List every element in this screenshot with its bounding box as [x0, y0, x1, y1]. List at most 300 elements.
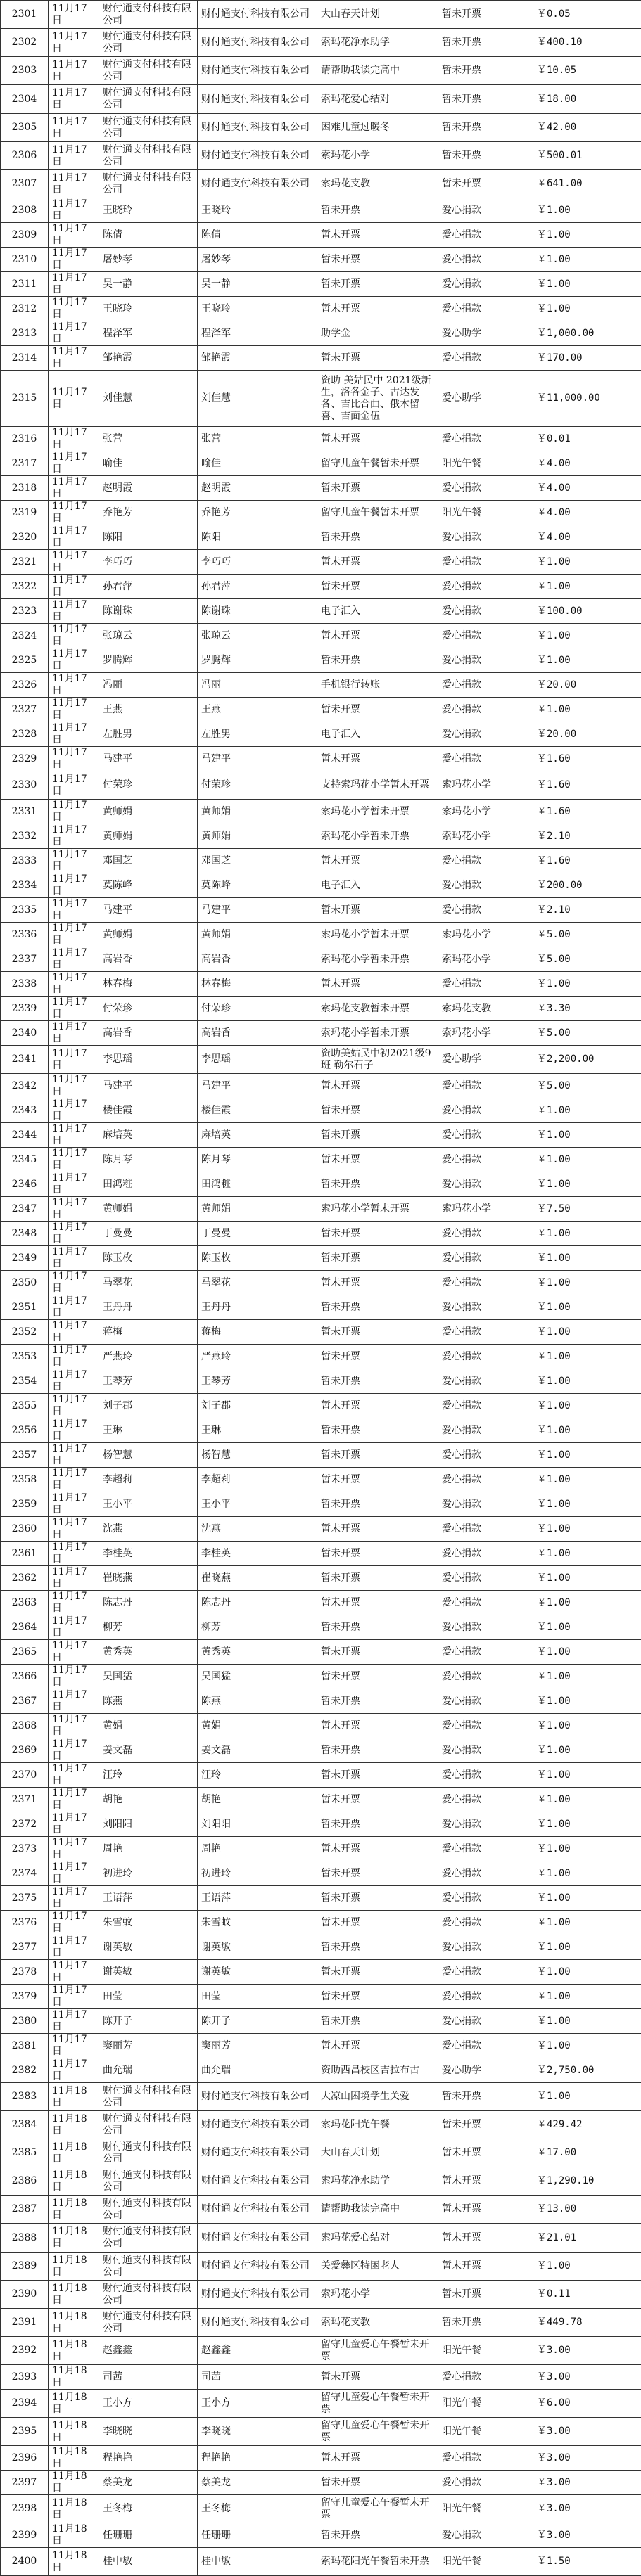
- table-row: [1, 747, 641, 771]
- donation-purpose: 暂未开票: [317, 2471, 438, 2495]
- donation-amount: ￥18.00: [533, 85, 641, 114]
- donation-purpose: 暂未开票: [317, 1665, 438, 1689]
- donation-category: 暂未开票: [438, 2309, 533, 2337]
- row-number: 2380: [1, 2009, 49, 2034]
- table-row: [1, 476, 641, 501]
- donation-purpose: 留守儿童午餐暂未开票: [317, 501, 438, 525]
- donation-purpose: 暂未开票: [317, 1615, 438, 1640]
- payer-name: 汪玲: [99, 1763, 198, 1788]
- donation-purpose: 索玛花阳光午餐: [317, 2111, 438, 2139]
- donor-name: 桂中敏: [198, 2548, 317, 2576]
- donation-date: 11月17日: [49, 525, 99, 550]
- donation-purpose: 暂未开票: [317, 2009, 438, 2034]
- donation-category: 爱心捐款: [438, 525, 533, 550]
- donation-purpose: 暂未开票: [317, 1542, 438, 1566]
- donation-date: 11月17日: [49, 1098, 99, 1123]
- donation-date: 11月17日: [49, 57, 99, 85]
- donor-name: 财付通支付科技有限公司: [198, 2281, 317, 2309]
- donor-name: 谢英敏: [198, 1960, 317, 1985]
- donor-name: 邓国芝: [198, 849, 317, 873]
- donation-category: 爱心捐款: [438, 1738, 533, 1763]
- donation-purpose: 暂未开票: [317, 2446, 438, 2471]
- donation-amount: ￥2,200.00: [533, 1046, 641, 1074]
- donation-date: 11月18日: [49, 2337, 99, 2365]
- payer-name: 陈阳: [99, 525, 198, 550]
- donation-purpose: 资助 美姑民中 2021级新生，洛各金子、古达发各、吉比合曲、俄木留喜、吉面金伍: [317, 371, 438, 427]
- donor-name: 汪玲: [198, 1763, 317, 1788]
- donation-date: 11月18日: [49, 2548, 99, 2576]
- donor-name: 黄师娟: [198, 824, 317, 849]
- payer-name: 陈志丹: [99, 1591, 198, 1615]
- donation-amount: ￥1.00: [533, 1369, 641, 1394]
- payer-name: 付荣珍: [99, 771, 198, 800]
- donor-name: 莫陈峰: [198, 873, 317, 898]
- donation-category: 索玛花小学: [438, 947, 533, 972]
- donation-category: 爱心捐款: [438, 1812, 533, 1837]
- donation-purpose: 暂未开票: [317, 747, 438, 771]
- table-row: [1, 1369, 641, 1394]
- table-row: [1, 371, 641, 427]
- payer-name: 沈燕: [99, 1517, 198, 1542]
- row-number: 2303: [1, 57, 49, 85]
- donor-name: 财付通支付科技有限公司: [198, 2253, 317, 2281]
- donation-date: 11月17日: [49, 722, 99, 747]
- donation-date: 11月17日: [49, 427, 99, 451]
- donation-amount: ￥6.00: [533, 2390, 641, 2418]
- row-number: 2316: [1, 427, 49, 451]
- donation-purpose: 暂未开票: [317, 2523, 438, 2548]
- donor-name: 赵鑫鑫: [198, 2337, 317, 2365]
- payer-name: 高岩香: [99, 1021, 198, 1046]
- donation-purpose: 暂未开票: [317, 272, 438, 297]
- row-number: 2383: [1, 2083, 49, 2111]
- donation-amount: ￥1.00: [533, 550, 641, 575]
- row-number: 2334: [1, 873, 49, 898]
- donation-amount: ￥0.01: [533, 427, 641, 451]
- donation-purpose: 暂未开票: [317, 1689, 438, 1714]
- row-number: 2395: [1, 2418, 49, 2446]
- donation-amount: ￥11,000.00: [533, 371, 641, 427]
- donor-name: 陈志丹: [198, 1591, 317, 1615]
- donation-category: 阳光午餐: [438, 501, 533, 525]
- donation-purpose: 暂未开票: [317, 1123, 438, 1148]
- donation-category: 阳光午餐: [438, 2548, 533, 2576]
- donation-amount: ￥1.00: [533, 624, 641, 648]
- payer-name: 李晓晓: [99, 2418, 198, 2446]
- payer-name: 周艳: [99, 1837, 198, 1861]
- donation-category: 爱心捐款: [438, 2471, 533, 2495]
- donation-purpose: 暂未开票: [317, 972, 438, 997]
- table-row: [1, 2418, 641, 2446]
- donation-category: 爱心捐款: [438, 1246, 533, 1271]
- table-row: [1, 525, 641, 550]
- row-number: 2390: [1, 2281, 49, 2309]
- donation-amount: ￥3.30: [533, 997, 641, 1021]
- donation-amount: ￥400.10: [533, 29, 641, 57]
- donation-category: 爱心捐款: [438, 1763, 533, 1788]
- donor-name: 王小平: [198, 1492, 317, 1517]
- donation-amount: ￥1.00: [533, 1418, 641, 1443]
- row-number: 2351: [1, 1295, 49, 1320]
- donor-name: 陈玉枚: [198, 1246, 317, 1271]
- row-number: 2302: [1, 29, 49, 57]
- donor-name: 蔡美龙: [198, 2471, 317, 2495]
- row-number: 2396: [1, 2446, 49, 2471]
- donor-name: 谢英敏: [198, 1935, 317, 1960]
- table-row: [1, 599, 641, 624]
- donation-category: 阳光午餐: [438, 451, 533, 476]
- donation-purpose: 暂未开票: [317, 1098, 438, 1123]
- row-number: 2306: [1, 142, 49, 170]
- donation-date: 11月17日: [49, 1443, 99, 1468]
- donation-date: 11月17日: [49, 550, 99, 575]
- donation-purpose: 暂未开票: [317, 1837, 438, 1861]
- donation-purpose: 暂未开票: [317, 1640, 438, 1665]
- donation-amount: ￥1.00: [533, 1763, 641, 1788]
- donation-amount: ￥10.05: [533, 57, 641, 85]
- donation-purpose: 暂未开票: [317, 1394, 438, 1418]
- payer-name: 谢英敏: [99, 1935, 198, 1960]
- donor-name: 刘佳慧: [198, 371, 317, 427]
- row-number: 2350: [1, 1271, 49, 1295]
- donation-category: 爱心助学: [438, 1046, 533, 1074]
- table-row: [1, 1222, 641, 1246]
- donation-amount: ￥1.00: [533, 1788, 641, 1812]
- row-number: 2332: [1, 824, 49, 849]
- donation-amount: ￥1.00: [533, 1443, 641, 1468]
- donor-name: 王丹丹: [198, 1295, 317, 1320]
- donor-name: 张琼云: [198, 624, 317, 648]
- row-number: 2363: [1, 1591, 49, 1615]
- donation-amount: ￥1.00: [533, 1148, 641, 1172]
- donation-date: 11月18日: [49, 2418, 99, 2446]
- donor-name: 胡艳: [198, 1788, 317, 1812]
- donor-name: 黄师娟: [198, 923, 317, 947]
- payer-name: 朱雪蚊: [99, 1911, 198, 1935]
- donation-category: 爱心捐款: [438, 1222, 533, 1246]
- donation-category: 爱心捐款: [438, 722, 533, 747]
- donation-purpose: 电子汇入: [317, 599, 438, 624]
- donation-category: 爱心捐款: [438, 2034, 533, 2058]
- donor-name: 黄师娟: [198, 1197, 317, 1222]
- table-row: [1, 1985, 641, 2009]
- donation-purpose: 助学金: [317, 321, 438, 346]
- payer-name: 王语萍: [99, 1886, 198, 1911]
- payer-name: 王小平: [99, 1492, 198, 1517]
- row-number: 2369: [1, 1738, 49, 1763]
- donation-purpose: 暂未开票: [317, 427, 438, 451]
- donor-name: 陈阳: [198, 525, 317, 550]
- donation-date: 11月17日: [49, 1148, 99, 1172]
- row-number: 2400: [1, 2548, 49, 2576]
- donation-purpose: 暂未开票: [317, 1812, 438, 1837]
- row-number: 2367: [1, 1689, 49, 1714]
- row-number: 2339: [1, 997, 49, 1021]
- donation-amount: ￥1.00: [533, 648, 641, 673]
- row-number: 2329: [1, 747, 49, 771]
- donation-purpose: 索玛花支教: [317, 170, 438, 198]
- payer-name: 屠妙琴: [99, 248, 198, 272]
- donation-category: 爱心捐款: [438, 1837, 533, 1861]
- donation-amount: ￥4.00: [533, 501, 641, 525]
- payer-name: 王晓玲: [99, 297, 198, 321]
- donation-purpose: 资助美姑民中初2021级9班 勒尔石子: [317, 1046, 438, 1074]
- donation-amount: ￥1.00: [533, 1246, 641, 1271]
- donation-date: 11月17日: [49, 575, 99, 599]
- donation-date: 11月18日: [49, 2083, 99, 2111]
- payer-name: 财付通支付科技有限公司: [99, 142, 198, 170]
- payer-name: 莫陈峰: [99, 873, 198, 898]
- donation-date: 11月17日: [49, 997, 99, 1021]
- payer-name: 陈燕: [99, 1689, 198, 1714]
- donation-date: 11月17日: [49, 1763, 99, 1788]
- donor-name: 财付通支付科技有限公司: [198, 2196, 317, 2224]
- donor-name: 李巧巧: [198, 550, 317, 575]
- donation-amount: ￥1.00: [533, 1123, 641, 1148]
- donation-amount: ￥1.60: [533, 771, 641, 800]
- donation-date: 11月17日: [49, 698, 99, 722]
- donation-date: 11月17日: [49, 248, 99, 272]
- row-number: 2357: [1, 1443, 49, 1468]
- payer-name: 马建平: [99, 898, 198, 923]
- row-number: 2391: [1, 2309, 49, 2337]
- donation-date: 11月17日: [49, 1345, 99, 1369]
- donor-name: 田鸿粧: [198, 1172, 317, 1197]
- donor-name: 程艳艳: [198, 2446, 317, 2471]
- row-number: 2374: [1, 1861, 49, 1886]
- payer-name: 王琴芳: [99, 1369, 198, 1394]
- donor-name: 财付通支付科技有限公司: [198, 142, 317, 170]
- donor-name: 陈倩: [198, 223, 317, 248]
- donation-date: 11月17日: [49, 272, 99, 297]
- donation-purpose: 暂未开票: [317, 1911, 438, 1935]
- donation-date: 11月17日: [49, 1320, 99, 1345]
- donor-name: 付荣珍: [198, 997, 317, 1021]
- row-number: 2385: [1, 2139, 49, 2167]
- payer-name: 左胜男: [99, 722, 198, 747]
- donor-name: 付荣珍: [198, 771, 317, 800]
- payer-name: 赵鑫鑫: [99, 2337, 198, 2365]
- donation-amount: ￥13.00: [533, 2196, 641, 2224]
- donation-amount: ￥1.00: [533, 297, 641, 321]
- donation-date: 11月17日: [49, 1960, 99, 1985]
- donation-date: 11月17日: [49, 1295, 99, 1320]
- donation-date: 11月17日: [49, 1046, 99, 1074]
- table-row: [1, 1172, 641, 1197]
- donation-date: 11月17日: [49, 1788, 99, 1812]
- donor-name: 财付通支付科技有限公司: [198, 2083, 317, 2111]
- donor-name: 王语萍: [198, 1886, 317, 1911]
- table-row: [1, 1812, 641, 1837]
- donation-amount: ￥1.00: [533, 1911, 641, 1935]
- donation-category: 爱心助学: [438, 371, 533, 427]
- payer-name: 麻培英: [99, 1123, 198, 1148]
- row-number: 2364: [1, 1615, 49, 1640]
- donation-purpose: 留守儿童爱心午餐暂未开票: [317, 2337, 438, 2365]
- row-number: 2341: [1, 1046, 49, 1074]
- row-number: 2372: [1, 1812, 49, 1837]
- donation-purpose: 大山春天计划: [317, 2139, 438, 2167]
- donation-purpose: 索玛花支教: [317, 2309, 438, 2337]
- table-row: [1, 2009, 641, 2034]
- payer-name: 谢英敏: [99, 1960, 198, 1985]
- row-number: 2362: [1, 1566, 49, 1591]
- table-row: [1, 1123, 641, 1148]
- donation-date: 11月17日: [49, 800, 99, 824]
- row-number: 2323: [1, 599, 49, 624]
- donation-amount: ￥21.01: [533, 2224, 641, 2253]
- donation-purpose: 索玛花小学暂未开票: [317, 947, 438, 972]
- donation-purpose: 索玛花支教暂未开票: [317, 997, 438, 1021]
- donation-purpose: 暂未开票: [317, 575, 438, 599]
- donation-category: 爱心捐款: [438, 1788, 533, 1812]
- donation-purpose: 资助西昌校区吉拉布古: [317, 2058, 438, 2083]
- row-number: 2314: [1, 346, 49, 371]
- payer-name: 黄师娟: [99, 824, 198, 849]
- table-row: [1, 2083, 641, 2111]
- donation-amount: ￥20.00: [533, 722, 641, 747]
- payer-name: 邓国芝: [99, 849, 198, 873]
- table-row: [1, 624, 641, 648]
- donation-date: 11月17日: [49, 648, 99, 673]
- donation-amount: ￥1.00: [533, 698, 641, 722]
- donation-date: 11月17日: [49, 1123, 99, 1148]
- donation-amount: ￥2.10: [533, 898, 641, 923]
- donation-date: 11月17日: [49, 1394, 99, 1418]
- donation-amount: ￥1.00: [533, 575, 641, 599]
- payer-name: 窦丽芳: [99, 2034, 198, 2058]
- donation-category: 暂未开票: [438, 170, 533, 198]
- donation-category: 暂未开票: [438, 114, 533, 142]
- donation-date: 11月17日: [49, 1665, 99, 1689]
- donation-amount: ￥1.60: [533, 849, 641, 873]
- payer-name: 财付通支付科技有限公司: [99, 2281, 198, 2309]
- donation-category: 爱心捐款: [438, 2446, 533, 2471]
- table-row: [1, 1935, 641, 1960]
- donation-date: 11月17日: [49, 1222, 99, 1246]
- row-number: 2338: [1, 972, 49, 997]
- donation-category: 阳光午餐: [438, 2390, 533, 2418]
- payer-name: 财付通支付科技有限公司: [99, 85, 198, 114]
- donation-category: 索玛花小学: [438, 824, 533, 849]
- donation-amount: ￥1.00: [533, 1985, 641, 2009]
- table-row: [1, 2281, 641, 2309]
- donation-date: 11月17日: [49, 1021, 99, 1046]
- row-number: 2352: [1, 1320, 49, 1345]
- table-row: [1, 2337, 641, 2365]
- donor-name: 王晓玲: [198, 297, 317, 321]
- donation-amount: ￥1.60: [533, 800, 641, 824]
- donation-amount: ￥17.00: [533, 2139, 641, 2167]
- table-row: [1, 2390, 641, 2418]
- row-number: 2371: [1, 1788, 49, 1812]
- donation-category: 暂未开票: [438, 2083, 533, 2111]
- row-number: 2309: [1, 223, 49, 248]
- donation-category: 暂未开票: [438, 2139, 533, 2167]
- donation-category: 索玛花小学: [438, 800, 533, 824]
- donation-amount: ￥5.00: [533, 1021, 641, 1046]
- donation-purpose: 大凉山困境学生关爱: [317, 2083, 438, 2111]
- donation-purpose: 暂未开票: [317, 198, 438, 223]
- donation-date: 11月17日: [49, 170, 99, 198]
- donation-category: 爱心捐款: [438, 1911, 533, 1935]
- table-row: [1, 2523, 641, 2548]
- table-row: [1, 2495, 641, 2523]
- donation-purpose: 索玛花爱心结对: [317, 85, 438, 114]
- donation-date: 11月18日: [49, 2139, 99, 2167]
- table-row: [1, 873, 641, 898]
- payer-name: 孙君萍: [99, 575, 198, 599]
- donation-date: 11月17日: [49, 1615, 99, 1640]
- row-number: 2307: [1, 170, 49, 198]
- table-row: [1, 1148, 641, 1172]
- donation-date: 11月18日: [49, 2224, 99, 2253]
- donation-category: 爱心捐款: [438, 1345, 533, 1369]
- donation-category: 阳光午餐: [438, 2337, 533, 2365]
- table-row: [1, 2471, 641, 2495]
- donation-amount: ￥5.00: [533, 923, 641, 947]
- donor-name: 吴国猛: [198, 1665, 317, 1689]
- donation-category: 暂未开票: [438, 57, 533, 85]
- donation-purpose: 暂未开票: [317, 1714, 438, 1738]
- donation-purpose: 暂未开票: [317, 550, 438, 575]
- row-number: 2376: [1, 1911, 49, 1935]
- donation-date: 11月17日: [49, 1911, 99, 1935]
- donation-date: 11月18日: [49, 2253, 99, 2281]
- donation-purpose: 暂未开票: [317, 1763, 438, 1788]
- table-row: [1, 114, 641, 142]
- donation-category: 爱心捐款: [438, 1271, 533, 1295]
- payer-name: 财付通支付科技有限公司: [99, 57, 198, 85]
- donor-name: 柳芳: [198, 1615, 317, 1640]
- donation-purpose: 暂未开票: [317, 1148, 438, 1172]
- donation-purpose: 暂未开票: [317, 1861, 438, 1886]
- donation-date: 11月17日: [49, 29, 99, 57]
- table-row: [1, 2309, 641, 2337]
- donation-purpose: 暂未开票: [317, 1468, 438, 1492]
- table-row: [1, 1763, 641, 1788]
- donation-purpose: 暂未开票: [317, 1443, 438, 1468]
- row-number: 2324: [1, 624, 49, 648]
- payer-name: 财付通支付科技有限公司: [99, 2083, 198, 2111]
- donation-category: 爱心捐款: [438, 248, 533, 272]
- table-row: [1, 1591, 641, 1615]
- donation-category: 爱心捐款: [438, 1960, 533, 1985]
- donation-purpose: 暂未开票: [317, 346, 438, 371]
- donation-amount: ￥449.78: [533, 2309, 641, 2337]
- table-row: [1, 2548, 641, 2576]
- donation-date: 11月17日: [49, 476, 99, 501]
- row-number: 2361: [1, 1542, 49, 1566]
- donation-category: 阳光午餐: [438, 2418, 533, 2446]
- donation-category: 索玛花小学: [438, 1021, 533, 1046]
- donor-name: 孙君萍: [198, 575, 317, 599]
- payer-name: 杨智慧: [99, 1443, 198, 1468]
- table-row: [1, 2167, 641, 2196]
- donation-category: 爱心捐款: [438, 1418, 533, 1443]
- donation-purpose: 留守儿童爱心午餐暂未开票: [317, 2418, 438, 2446]
- row-number: 2330: [1, 771, 49, 800]
- donation-purpose: 暂未开票: [317, 1222, 438, 1246]
- table-row: [1, 1492, 641, 1517]
- payer-name: 财付通支付科技有限公司: [99, 29, 198, 57]
- row-number: 2333: [1, 849, 49, 873]
- payer-name: 王晓玲: [99, 198, 198, 223]
- table-row: [1, 1665, 641, 1689]
- table-row: [1, 272, 641, 297]
- table-row: [1, 824, 641, 849]
- donation-category: 爱心捐款: [438, 624, 533, 648]
